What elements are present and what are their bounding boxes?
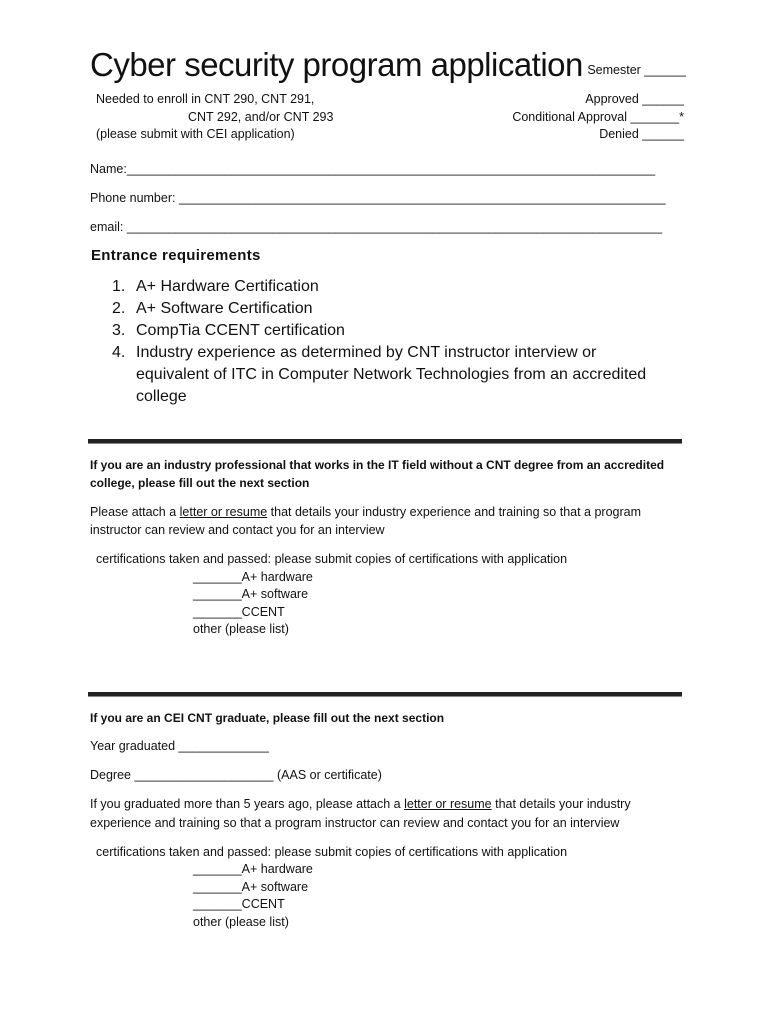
- section2-cert-other[interactable]: other (please list): [193, 915, 289, 929]
- requirement-item: 1. A+ Hardware Certification: [112, 278, 319, 295]
- section1-cert-a-software[interactable]: _______A+ software: [193, 587, 309, 601]
- letter-or-resume-link: letter or resume: [179, 505, 268, 519]
- approved-field[interactable]: Approved ______: [585, 92, 684, 106]
- semester-field[interactable]: Semester ______: [587, 63, 686, 77]
- section2-cert-ccent[interactable]: _______CCENT: [193, 897, 285, 911]
- section2-attach-line1: If you graduated more than 5 years ago, please attach a letter or resume that details your industry: [90, 797, 631, 811]
- requirement-item: 3. CompTia CCENT certification: [112, 322, 345, 339]
- page-title: Cyber security program application: [90, 46, 583, 83]
- section1-heading-line2: college, please fill out the next section: [90, 476, 310, 490]
- section1-cert-intro: certifications taken and passed: please submit copies of certifications with application: [96, 552, 568, 566]
- degree-field[interactable]: Degree ____________________ (AAS or certificate): [90, 768, 382, 782]
- section-divider: [88, 692, 682, 697]
- email-field[interactable]: email: _____________________________________________________________________________: [90, 220, 663, 234]
- denied-field[interactable]: Denied ______: [599, 127, 684, 141]
- section2-cert-a-software[interactable]: _______A+ software: [193, 880, 309, 894]
- section2-attach-line2: experience and training so that a program instructor can review and contact you for an interview: [90, 816, 620, 830]
- section1-cert-a-hardware[interactable]: _______A+ hardware: [193, 570, 313, 584]
- section2-heading: If you are an CEI CNT graduate, please fill out the next section: [90, 711, 445, 725]
- conditional-approval-field[interactable]: Conditional Approval _______*: [512, 110, 684, 124]
- needed-line-1: Needed to enroll in CNT 290, CNT 291,: [96, 92, 315, 106]
- section1-cert-other[interactable]: other (please list): [193, 622, 289, 636]
- section2-cert-a-hardware[interactable]: _______A+ hardware: [193, 862, 313, 876]
- name-field[interactable]: Name:____________________________________________________________________________: [90, 162, 656, 176]
- section-divider: [88, 439, 682, 444]
- requirements-heading: Entrance requirements: [91, 247, 261, 264]
- section1-attach-line1: Please attach a letter or resume that details your industry experience and training so that a program: [90, 505, 642, 519]
- requirement-item: 4. Industry experience as determined by CNT instructor interview or equivalent of ITC in Computer Network Technologies from an accredited college: [112, 344, 647, 405]
- letter-or-resume-link: letter or resume: [404, 797, 492, 811]
- section1-heading-line1: If you are an industry professional that works in the IT field without a CNT degree from an accredited: [90, 458, 665, 472]
- needed-line-3: (please submit with CEI application): [96, 127, 295, 141]
- section1-attach-line2: instructor can review and contact you for an interview: [90, 523, 385, 537]
- phone-field[interactable]: Phone number: ______________________________________________________________________: [90, 191, 666, 205]
- requirements-list: [112, 276, 672, 408]
- section2-cert-intro: certifications taken and passed: please submit copies of certifications with application: [96, 845, 568, 859]
- requirement-item: 2. A+ Software Certification: [112, 300, 313, 317]
- section1-cert-ccent[interactable]: _______CCENT: [193, 605, 285, 619]
- needed-line-2: CNT 292, and/or CNT 293: [188, 110, 334, 124]
- year-graduated-field[interactable]: Year graduated _____________: [90, 739, 269, 753]
